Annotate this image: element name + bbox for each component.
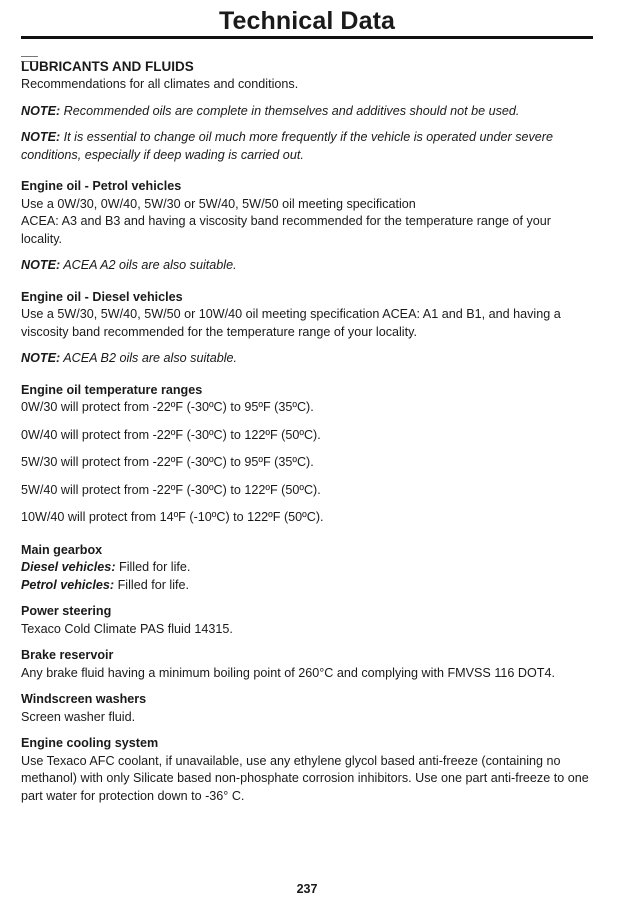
gearbox-petrol-label: Petrol vehicles: [21, 577, 115, 592]
note-text: ACEA B2 oils are also suitable. [60, 351, 238, 365]
note-text: It is essential to change oil much more frequently if the vehicle is operated under severe conditions, especially if deep wading is carried out. [21, 130, 554, 162]
gearbox-heading: Main gearbox [21, 542, 103, 557]
page-title: Technical Data [219, 7, 395, 35]
note-label: NOTE: [21, 103, 61, 118]
note-petrol [21, 257, 593, 275]
temp-range-item: 5W/30 will protect from -22ºF (-30ºC) to 95ºF (35ºC). [21, 455, 314, 469]
gearbox-diesel-label: Diesel vehicles: [21, 560, 116, 574]
cooling-system-heading: Engine cooling system [21, 736, 159, 750]
brake-reservoir-heading: Brake reservoir [21, 648, 114, 662]
note-label: NOTE: [21, 351, 61, 365]
windscreen-washers-text: Screen washer fluid. [21, 709, 136, 724]
petrol-oil-line1: Use a 0W/30, 0W/40, 5W/30 or 5W/40, 5W/50 oil meeting specification [21, 196, 416, 211]
section-intro: Recommendations for all climates and conditions. [21, 77, 299, 91]
petrol-oil-heading: Engine oil - Petrol vehicles [21, 179, 182, 193]
temp-ranges-heading: Engine oil temperature ranges [21, 382, 203, 397]
power-steering-heading: Power steering [21, 604, 112, 618]
note-diesel [21, 350, 593, 368]
note-severe-conditions [21, 129, 593, 164]
header-rule [21, 36, 593, 39]
temp-range-item: 0W/40 will protect from -22ºF (-30ºC) to 122ºF (50ºC). [21, 427, 321, 442]
note-additives [21, 103, 593, 121]
temp-range-item: 0W/30 will protect from -22ºF (-30ºC) to 95ºF (35ºC). [21, 400, 314, 414]
page-number: 237 [296, 882, 318, 896]
diesel-oil-heading: Engine oil - Diesel vehicles [21, 289, 183, 304]
note-text: Recommended oils are complete in themselves and additives should not be used. [60, 103, 520, 118]
windscreen-washers-heading: Windscreen washers [21, 692, 147, 706]
cooling-system-text: Use Texaco AFC coolant, if unavailable, use any ethylene glycol based anti-freeze (containing no methanol) with only Silicate based non-phosphate corrosion inhibitors. Use one part anti-freeze to one part water for protection down to -36° C. [21, 753, 589, 803]
gearbox-diesel-text: Filled for life. [115, 560, 191, 574]
note-label: NOTE: [21, 258, 61, 272]
note-label: NOTE: [21, 130, 61, 144]
gearbox-petrol [21, 577, 593, 595]
brake-reservoir-text: Any brake fluid having a minimum boiling point of 260°C and complying with FMVSS 116 DOT4. [21, 665, 555, 680]
content [21, 57, 593, 805]
petrol-oil-line2: ACEA: A3 and B3 and having a viscosity band recommended for the temperature range of your locality. [21, 214, 551, 246]
temp-range-item: 5W/40 will protect from -22ºF (-30ºC) to 122ºF (50ºC). [21, 482, 321, 497]
gearbox-petrol-text: Filled for life. [114, 577, 189, 592]
gearbox-diesel [21, 559, 593, 577]
diesel-oil-text: Use a 5W/30, 5W/40, 5W/50 or 10W/40 oil meeting specification ACEA: A1 and B1, and having a viscosity band recommended for the temperature range of your locality. [21, 307, 561, 339]
note-text: ACEA A2 oils are also suitable. [60, 258, 237, 272]
temp-range-item: 10W/40 will protect from 14ºF (-10ºC) to 122ºF (50ºC). [21, 510, 324, 524]
power-steering-text: Texaco Cold Climate PAS fluid 14315. [21, 621, 233, 636]
section-heading: LUBRICANTS AND FLUIDS [21, 59, 194, 74]
